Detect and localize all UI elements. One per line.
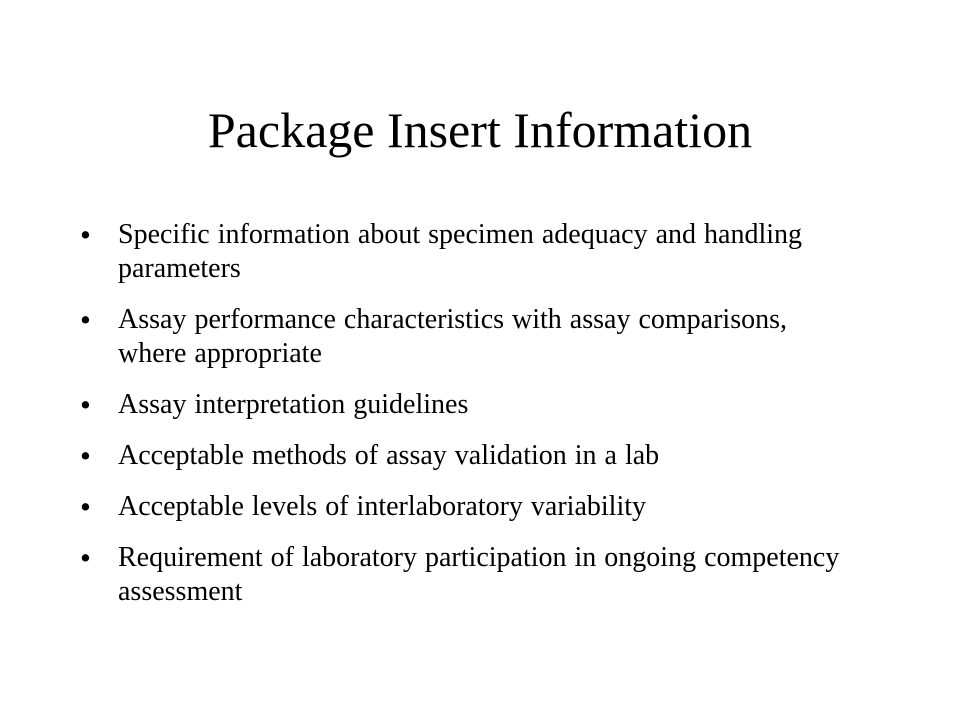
bullet-text: Acceptable levels of interlaboratory variability bbox=[118, 491, 647, 522]
bullet-icon: • bbox=[80, 302, 91, 337]
bullet-item-competency-assessment bbox=[80, 541, 840, 609]
bullet-item-interlab-variability bbox=[80, 490, 840, 524]
slide-title: Package Insert Information bbox=[207, 102, 753, 158]
bullet-list bbox=[80, 218, 840, 626]
bullet-item-interpretation-guidelines bbox=[80, 388, 840, 422]
bullet-text: Acceptable methods of assay validation in a lab bbox=[118, 440, 660, 471]
bullet-icon: • bbox=[80, 438, 91, 473]
bullet-icon: • bbox=[80, 540, 91, 575]
bullet-text: Assay performance characteristics with assay comparisons, where appropriate bbox=[118, 304, 787, 369]
bullet-item-assay-performance bbox=[80, 303, 840, 371]
bullet-text: Assay interpretation guidelines bbox=[118, 389, 469, 420]
bullet-icon: • bbox=[80, 387, 91, 422]
bullet-icon: • bbox=[80, 489, 91, 524]
bullet-item-specimen-adequacy bbox=[80, 218, 840, 286]
bullet-icon: • bbox=[80, 217, 91, 252]
bullet-item-validation-methods bbox=[80, 439, 840, 473]
bullet-text: Requirement of laboratory participation in ongoing competency assessment bbox=[118, 542, 840, 607]
bullet-text: Specific information about specimen adequacy and handling parameters bbox=[118, 219, 803, 284]
